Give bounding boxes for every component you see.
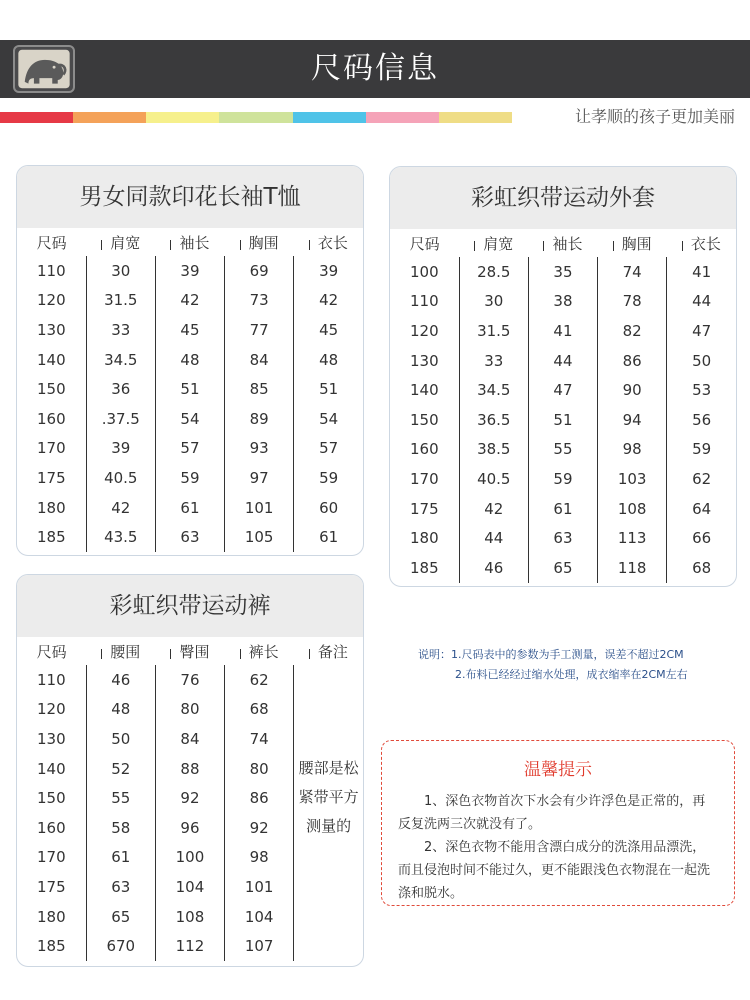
table-cell: 50 [667, 346, 736, 376]
table-cell: 130 [37, 320, 66, 339]
table-cell: 92 [225, 813, 294, 843]
column-header [294, 228, 363, 256]
header-divider [101, 240, 102, 250]
table-row [390, 287, 736, 317]
table-cell: 63 [528, 523, 597, 553]
table-cell: 80 [225, 754, 294, 784]
table-cell: 185 [410, 558, 439, 577]
column-header-label: 肩宽 [483, 234, 514, 253]
table-cell: 34.5 [459, 375, 528, 405]
table-cell: 42 [459, 494, 528, 524]
stripe-segment [366, 112, 439, 123]
table-cell: 108 [155, 902, 224, 932]
table-cell: 45 [294, 315, 363, 345]
table-cell: 44 [459, 523, 528, 553]
slogan: 让孝顺的孩子更加美丽 [574, 107, 735, 126]
table-cell: 82 [598, 316, 667, 346]
table-row [17, 493, 363, 523]
table-cell: 150 [37, 380, 66, 399]
table-cell: 53 [667, 375, 736, 405]
header-divider [101, 649, 102, 659]
column-header [155, 637, 224, 665]
table-cell: 58 [86, 813, 155, 843]
header-bar [0, 40, 750, 98]
table-cell: 110 [37, 261, 66, 280]
table-cell: 38.5 [459, 435, 528, 465]
table-cell: 101 [225, 493, 294, 523]
table-cell: 100 [155, 843, 224, 873]
tee-size-card [16, 165, 364, 556]
table-cell: 118 [598, 553, 667, 583]
column-header-label: 胸围 [248, 233, 279, 252]
table-cell: 42 [155, 286, 224, 316]
table-row [17, 404, 363, 434]
tips-title: 温馨提示 [524, 760, 592, 780]
table-cell: 185 [37, 528, 66, 547]
header-divider [682, 241, 683, 251]
table-cell: 59 [667, 435, 736, 465]
table-cell: 98 [225, 843, 294, 873]
table-cell: 51 [294, 374, 363, 404]
table-cell: 170 [37, 848, 66, 867]
stripe-segment [439, 112, 512, 123]
table-row [17, 286, 363, 316]
table-cell: 57 [155, 434, 224, 464]
table-cell: 36 [86, 374, 155, 404]
table-cell: 76 [155, 665, 224, 695]
column-header [225, 228, 294, 256]
stripe-segment [219, 112, 292, 123]
column-header [667, 229, 736, 257]
table-cell: 39 [86, 434, 155, 464]
table-cell: 44 [528, 346, 597, 376]
table-cell: 62 [225, 665, 294, 695]
column-header [459, 229, 528, 257]
explanation-line-2: 2.布料已经经过缩水处理，成衣缩率在2CM左右 [455, 668, 688, 681]
table-cell: 104 [225, 902, 294, 932]
table-cell: 120 [410, 321, 439, 340]
table-cell: 140 [410, 381, 439, 400]
table-cell: 84 [225, 345, 294, 375]
stripe-segment [73, 112, 146, 123]
table-row [390, 494, 736, 524]
table-cell: 63 [155, 522, 224, 552]
table-cell: 88 [155, 754, 224, 784]
table-cell: 86 [225, 783, 294, 813]
table-cell: 55 [86, 783, 155, 813]
table-row [390, 375, 736, 405]
table-cell: 51 [155, 374, 224, 404]
table-cell: 36.5 [459, 405, 528, 435]
column-header-label: 衣长 [317, 233, 348, 252]
table-cell: 180 [37, 498, 66, 517]
table-cell: 670 [86, 931, 155, 961]
table-cell: 55 [528, 435, 597, 465]
column-header-label: 腰围 [110, 642, 141, 661]
table-row [390, 523, 736, 553]
column-header [390, 229, 459, 257]
table-row [390, 405, 736, 435]
header-divider [474, 241, 475, 251]
table-cell: 40.5 [86, 463, 155, 493]
table-cell: 77 [225, 315, 294, 345]
table-row [390, 316, 736, 346]
table-cell: 175 [410, 499, 439, 518]
table-cell: 97 [225, 463, 294, 493]
table-cell: 46 [86, 665, 155, 695]
table-cell: 41 [667, 257, 736, 287]
table-cell: 69 [225, 256, 294, 286]
table-cell: 180 [37, 907, 66, 926]
table-cell: 33 [459, 346, 528, 376]
table-cell: 39 [155, 256, 224, 286]
table-cell: 105 [225, 522, 294, 552]
table-cell: 65 [528, 553, 597, 583]
table-cell: 140 [37, 350, 66, 369]
table-cell: 74 [225, 724, 294, 754]
table-cell: 66 [667, 523, 736, 553]
column-header [155, 228, 224, 256]
column-header [225, 637, 294, 665]
column-header-label: 衣长 [690, 234, 721, 253]
stripe-segment [0, 112, 73, 123]
table-row [17, 256, 363, 286]
table-row [390, 346, 736, 376]
table-cell: 46 [459, 553, 528, 583]
table-row [17, 463, 363, 493]
table-row [390, 435, 736, 465]
table-cell: 103 [598, 464, 667, 494]
table-row [17, 434, 363, 464]
tips-box [381, 740, 735, 906]
tee-size-table [17, 228, 363, 552]
table-row [17, 665, 363, 695]
tips-paragraph-1: 1、深色衣物首次下水会有少许浮色是正常的，再反复洗两三次就没有了。 [398, 794, 706, 832]
column-header [598, 229, 667, 257]
table-cell: 31.5 [459, 316, 528, 346]
table-cell: 93 [225, 434, 294, 464]
table-cell: 48 [86, 695, 155, 725]
table-cell: 39 [294, 256, 363, 286]
header-divider [309, 240, 310, 250]
table-cell: 120 [37, 700, 66, 719]
table-cell: 38 [528, 287, 597, 317]
column-header-label: 肩宽 [110, 233, 141, 252]
header-divider [170, 240, 171, 250]
table-cell: 42 [294, 286, 363, 316]
table-row [17, 754, 363, 784]
table-cell: 63 [86, 872, 155, 902]
table-cell: 42 [86, 493, 155, 523]
table-cell: 175 [37, 468, 66, 487]
column-header-label: 袖长 [179, 233, 210, 252]
table-cell: 150 [410, 410, 439, 429]
table-row [390, 553, 736, 583]
column-header-label: 尺码 [36, 642, 67, 661]
table-cell: 31.5 [86, 286, 155, 316]
table-cell: 160 [37, 409, 66, 428]
stripe-segment [293, 112, 366, 123]
table-cell: 113 [598, 523, 667, 553]
table-row [390, 257, 736, 287]
stripe-segment [146, 112, 219, 123]
pants-size-card [16, 574, 364, 967]
pants-card-title: 彩虹织带运动裤 [17, 575, 363, 637]
table-cell: 61 [294, 522, 363, 552]
table-cell: 47 [528, 375, 597, 405]
header-divider [240, 649, 241, 659]
table-cell: 101 [225, 872, 294, 902]
table-cell: 51 [528, 405, 597, 435]
table-cell: 160 [37, 818, 66, 837]
table-cell: 130 [410, 351, 439, 370]
table-cell: 33 [86, 315, 155, 345]
table-cell: 60 [294, 493, 363, 523]
table-cell: 85 [225, 374, 294, 404]
table-cell: 68 [225, 695, 294, 725]
table-cell: 110 [37, 670, 66, 689]
table-cell: 56 [667, 405, 736, 435]
table-row [17, 315, 363, 345]
table-cell: 112 [155, 931, 224, 961]
table-cell: 175 [37, 877, 66, 896]
explanation-line-1: 说明：1.尺码表中的参数为手工测量，误差不超过2CM [418, 648, 684, 661]
table-cell: 68 [667, 553, 736, 583]
column-header-label: 裤长 [248, 642, 279, 661]
note-cell-empty [294, 665, 363, 754]
table-cell: 34.5 [86, 345, 155, 375]
table-cell: 59 [155, 463, 224, 493]
table-cell: 74 [598, 257, 667, 287]
table-cell: 47 [667, 316, 736, 346]
column-header-label: 袖长 [552, 234, 583, 253]
table-cell: 62 [667, 464, 736, 494]
column-header [17, 637, 86, 665]
header-divider [543, 241, 544, 251]
table-cell: 185 [37, 937, 66, 956]
table-cell: 150 [37, 789, 66, 808]
column-header-label: 尺码 [409, 234, 440, 253]
page-title: 尺码信息 [311, 51, 439, 86]
table-cell: 54 [155, 404, 224, 434]
jacket-card-title: 彩虹织带运动外套 [390, 167, 736, 229]
table-cell: 44 [667, 287, 736, 317]
jacket-size-card [389, 166, 737, 587]
column-header [528, 229, 597, 257]
table-cell: 90 [598, 375, 667, 405]
table-cell: 45 [155, 315, 224, 345]
table-cell: 100 [410, 262, 439, 281]
table-cell: 84 [155, 724, 224, 754]
table-cell: 57 [294, 434, 363, 464]
header-divider [309, 649, 310, 659]
table-cell: 54 [294, 404, 363, 434]
table-row [17, 374, 363, 404]
table-cell: 30 [459, 287, 528, 317]
jacket-size-table [390, 229, 736, 583]
column-header-label: 尺码 [36, 233, 67, 252]
table-cell: 92 [155, 783, 224, 813]
explanation-note [418, 645, 688, 685]
column-header [86, 637, 155, 665]
table-cell: 48 [155, 345, 224, 375]
table-row [17, 522, 363, 552]
tee-card-title: 男女同款印花长袖T恤 [17, 166, 363, 228]
table-cell: 48 [294, 345, 363, 375]
table-cell: 180 [410, 529, 439, 548]
table-cell: 59 [528, 464, 597, 494]
remark-cell: 腰部是松紧带平方测量的 [294, 754, 363, 961]
table-row [390, 464, 736, 494]
pants-size-table [17, 637, 363, 961]
column-header [294, 637, 363, 665]
table-cell: 89 [225, 404, 294, 434]
table-cell: 104 [155, 872, 224, 902]
table-cell: 64 [667, 494, 736, 524]
table-cell: 28.5 [459, 257, 528, 287]
column-header [17, 228, 86, 256]
table-cell: 65 [86, 902, 155, 932]
header-divider [170, 649, 171, 659]
table-cell: 140 [37, 759, 66, 778]
column-header-label: 备注 [317, 642, 348, 661]
table-cell: 170 [410, 469, 439, 488]
table-cell: 96 [155, 813, 224, 843]
table-cell: 43.5 [86, 522, 155, 552]
table-cell: 130 [37, 729, 66, 748]
table-cell: 107 [225, 931, 294, 961]
column-header [86, 228, 155, 256]
header-divider [613, 241, 614, 251]
table-cell: 160 [410, 440, 439, 459]
table-cell: 108 [598, 494, 667, 524]
table-cell: 52 [86, 754, 155, 784]
table-cell: 73 [225, 286, 294, 316]
table-cell: 110 [410, 292, 439, 311]
table-cell: 94 [598, 405, 667, 435]
tips-paragraph-2: 2、深色衣物不能用含漂白成分的洗涤用品漂洗，而且侵泡时间不能过久，更不能跟浅色衣物混在一起洗涤和脱水。 [398, 840, 711, 901]
table-cell: 61 [528, 494, 597, 524]
table-cell: 170 [37, 439, 66, 458]
table-cell: 30 [86, 256, 155, 286]
table-cell: 86 [598, 346, 667, 376]
table-cell: 61 [86, 843, 155, 873]
table-cell: 120 [37, 291, 66, 310]
table-cell: 98 [598, 435, 667, 465]
table-cell: 35 [528, 257, 597, 287]
table-cell: 61 [155, 493, 224, 523]
table-cell: 50 [86, 724, 155, 754]
rainbow-stripe [0, 112, 512, 123]
table-cell: 40.5 [459, 464, 528, 494]
column-header-label: 胸围 [621, 234, 652, 253]
table-cell: 78 [598, 287, 667, 317]
column-header-label: 臀围 [179, 642, 210, 661]
table-row [17, 345, 363, 375]
table-cell: 80 [155, 695, 224, 725]
table-cell: 59 [294, 463, 363, 493]
header-divider [240, 240, 241, 250]
table-cell: .37.5 [86, 404, 155, 434]
table-cell: 41 [528, 316, 597, 346]
